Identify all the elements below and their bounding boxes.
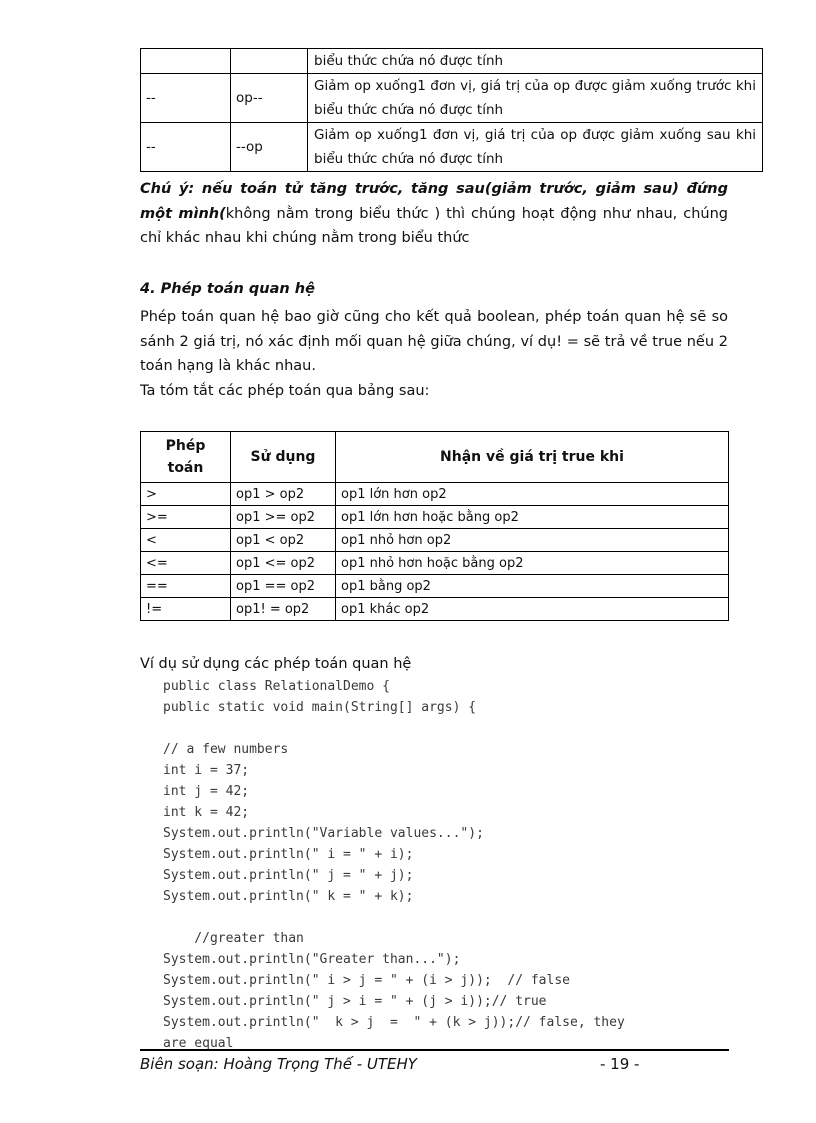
operator-cell: ==	[141, 575, 231, 598]
example-intro: Ví dụ sử dụng các phép toán quan hệ	[140, 656, 412, 672]
page-number: - 19 -	[600, 1055, 640, 1073]
section-paragraph-2: Ta tóm tắt các phép toán qua bảng sau:	[140, 383, 430, 399]
table-row	[141, 483, 729, 506]
column-header: Nhận về giá trị true khi	[336, 432, 729, 483]
operator-table-continued	[140, 48, 763, 172]
operator-cell: !=	[141, 598, 231, 621]
section-paragraph: Phép toán quan hệ bao giờ cũng cho kết quả boolean, phép toán quan hệ sẽ so sánh 2 giá trị, nó xác định mối quan hệ giữa chúng, ví dụ! = sẽ trả về true nếu 2 toán hạng là khác nhau.	[140, 309, 728, 374]
operator-cell: >	[141, 483, 231, 506]
section-heading: 4. Phép toán quan hệ	[140, 281, 315, 297]
result-cell: op1 khác op2	[336, 598, 729, 621]
note-bold: Chú ý: nếu toán tử tăng trước, tăng sau(giảm trước, giảm sau) đứng một mình(	[140, 181, 728, 222]
usage-cell: op1 == op2	[231, 575, 336, 598]
result-cell: op1 nhỏ hơn hoặc bằng op2	[336, 552, 729, 575]
code-listing: public class RelationalDemo { public static void main(String[] args) { // a few numbers int i = 37; int j = 42; int k = 42; System.out.println("Variable values..."); System.out.println(" i = " + i); System.out.println(" j = " + j); System.out.println(" k = " + k); //greater than System.out.println("Greater than..."); System.out.println(" i > j = " + (i > j)); // false System.out.println(" j > i = " + (j > i));// true System.out.println(" k > j = " + (k > j));// false, they are equal	[163, 679, 625, 1051]
table-row	[141, 575, 729, 598]
table-cell: --op	[231, 123, 308, 172]
result-cell: op1 lớn hơn hoặc bằng op2	[336, 506, 729, 529]
footer-author: Biên soạn: Hoàng Trọng Thế - UTEHY	[140, 1055, 417, 1073]
relational-operators-table	[140, 431, 729, 621]
operator-cell: >=	[141, 506, 231, 529]
table-cell	[141, 49, 231, 74]
table-cell: biểu thức chứa nó được tính	[308, 49, 763, 74]
usage-cell: op1 > op2	[231, 483, 336, 506]
table-header-row	[141, 432, 729, 483]
result-cell: op1 bằng op2	[336, 575, 729, 598]
table-row	[141, 598, 729, 621]
operator-cell: <	[141, 529, 231, 552]
result-cell: op1 lớn hơn op2	[336, 483, 729, 506]
table-cell: Giảm op xuống1 đơn vị, giá trị của op được giảm xuống sau khi biểu thức chứa nó được tính	[308, 123, 763, 172]
usage-cell: op1! = op2	[231, 598, 336, 621]
table-cell: --	[141, 123, 231, 172]
table-row	[141, 529, 729, 552]
operator-cell: <=	[141, 552, 231, 575]
usage-cell: op1 <= op2	[231, 552, 336, 575]
note-text: không nằm trong biểu thức ) thì chúng hoạt động như nhau, chúng chỉ khác nhau khi chúng nằm trong biểu thức	[140, 205, 728, 246]
column-header: Sử dụng	[231, 432, 336, 483]
table-row	[141, 49, 763, 74]
table-row	[141, 123, 763, 172]
footer-divider	[140, 1049, 729, 1051]
table-cell: op--	[231, 74, 308, 123]
table-cell: --	[141, 74, 231, 123]
usage-cell: op1 >= op2	[231, 506, 336, 529]
result-cell: op1 nhỏ hơn op2	[336, 529, 729, 552]
table-row	[141, 552, 729, 575]
table-cell: Giảm op xuống1 đơn vị, giá trị của op được giảm xuống trước khi biểu thức chứa nó được tính	[308, 74, 763, 123]
table-row	[141, 506, 729, 529]
table-cell	[231, 49, 308, 74]
column-header: Phép toán	[141, 432, 231, 483]
usage-cell: op1 < op2	[231, 529, 336, 552]
note-paragraph	[140, 177, 728, 251]
table-row	[141, 74, 763, 123]
